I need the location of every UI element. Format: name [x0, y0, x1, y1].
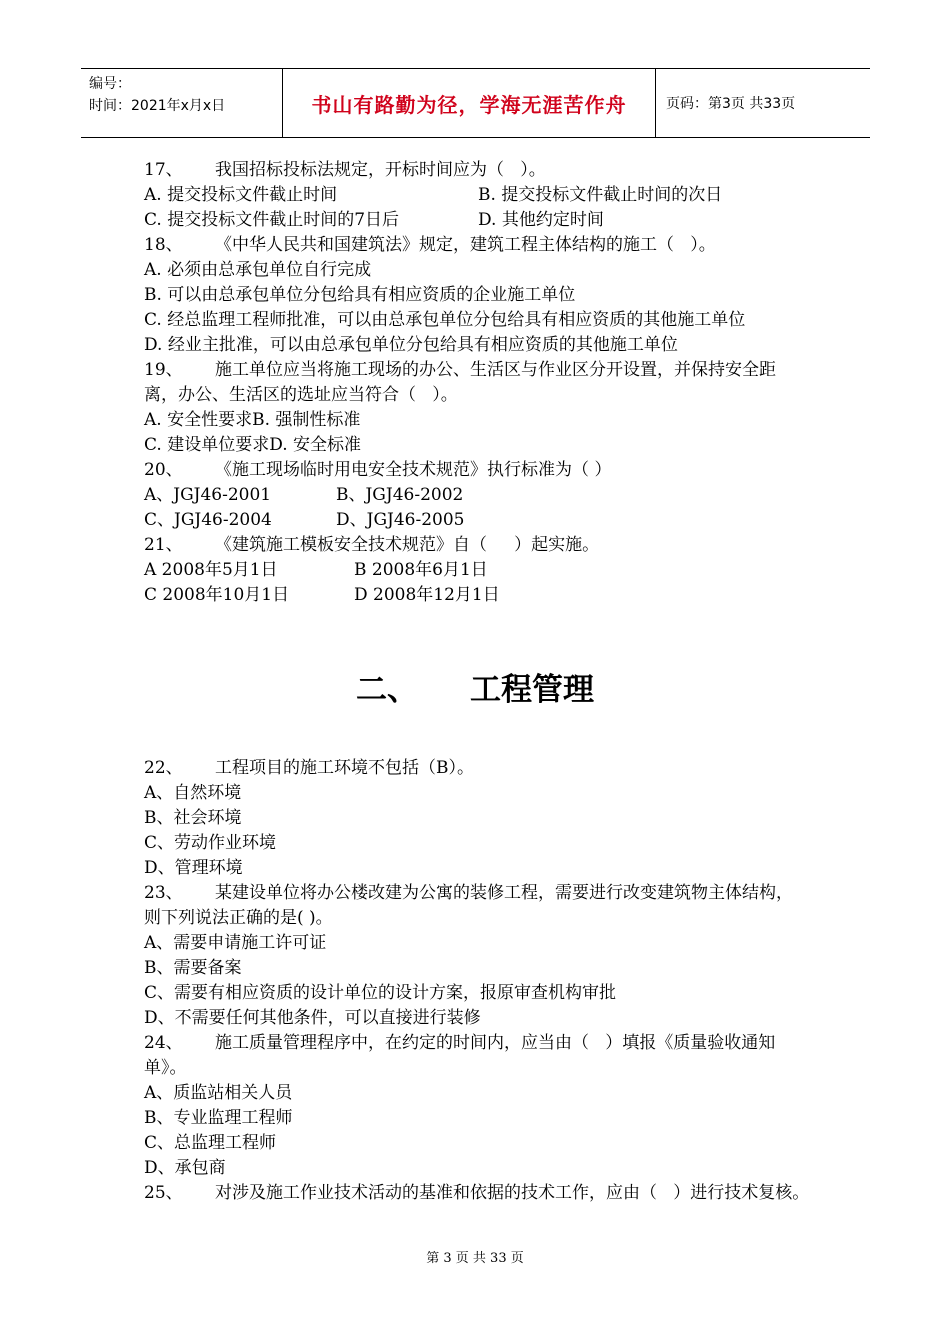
option-row [144, 558, 810, 583]
option: A、质监站相关人员 [144, 1083, 293, 1103]
option: A、需要申请施工许可证 [144, 933, 327, 953]
option: B、专业监理工程师 [144, 1108, 293, 1128]
header-page-number: 页码：第3页 共33页 [666, 96, 796, 112]
question-stem: 21、 《建筑施工模板安全技术规范》自（ ）起实施。 [144, 535, 600, 555]
option: B、需要备案 [144, 958, 242, 978]
option: C、需要有相应资质的设计单位的设计方案，报原审查机构审批 [144, 983, 617, 1003]
option: A、JGJ46-2001 [144, 485, 272, 505]
option: A. 必须由总承包单位自行完成 [144, 260, 372, 280]
option: C. 建设单位要求D. 安全标准 [144, 435, 362, 455]
option-row [144, 508, 810, 533]
section-number: 二、 [356, 672, 418, 708]
section-heading [0, 664, 950, 709]
question-stem: 24、 施工质量管理程序中，在约定的时间内，应当由（ ）填报《质量验收通知单》。 [144, 1033, 776, 1078]
option: C 2008年10月1日 [144, 585, 290, 605]
option: C. 经总监理工程师批准，可以由总承包单位分包给具有相应资质的其他施工单位 [144, 310, 746, 330]
question-stem: 22、 工程项目的施工环境不包括（B）。 [144, 758, 475, 778]
option: D、承包商 [144, 1158, 226, 1178]
page-footer: 第 3 页 共 33 页 [426, 1251, 524, 1266]
option-row [144, 483, 810, 508]
option: D 2008年12月1日 [354, 585, 500, 605]
option-row [144, 183, 810, 208]
option: A. 提交投标文件截止时间 [144, 185, 338, 205]
option: B、社会环境 [144, 808, 242, 828]
header-motto: 书山有路勤为径，学海无涯苦作舟 [283, 69, 656, 137]
date-label: 时间：2021年x月x日 [89, 98, 226, 114]
option: C、总监理工程师 [144, 1133, 277, 1153]
section-title: 工程管理 [470, 672, 594, 708]
question-stem: 20、 《施工现场临时用电安全技术规范》执行标准为（ ） [144, 460, 612, 480]
option: B. 提交投标文件截止时间的次日 [478, 185, 723, 205]
option: C、JGJ46-2004 [144, 510, 272, 530]
option: D、不需要任何其他条件，可以直接进行装修 [144, 1008, 481, 1028]
option: D. 其他约定时间 [478, 210, 604, 230]
option: D、管理环境 [144, 858, 243, 878]
question-stem: 23、 某建设单位将办公楼改建为公寓的装修工程，需要进行改变建筑物主体结构，则下列说法正确的是( )。 [144, 883, 794, 928]
option: C. 提交投标文件截止时间的7日后 [144, 210, 400, 230]
option: B 2008年6月1日 [354, 560, 488, 580]
option: B、JGJ46-2002 [336, 485, 464, 505]
question-stem: 18、 《中华人民共和国建筑法》规定，建筑工程主体结构的施工（ ）。 [144, 235, 716, 255]
header-meta [81, 69, 283, 137]
questions-part-1 [144, 158, 810, 608]
option: A. 安全性要求B. 强制性标准 [144, 410, 361, 430]
question-stem: 25、 对涉及施工作业技术活动的基准和依据的技术工作，应由（ ）进行技术复核。 [144, 1183, 810, 1203]
option: B. 可以由总承包单位分包给具有相应资质的企业施工单位 [144, 285, 576, 305]
option: A 2008年5月1日 [144, 560, 278, 580]
option: A、自然环境 [144, 783, 242, 803]
option: D. 经业主批准，可以由总承包单位分包给具有相应资质的其他施工单位 [144, 335, 678, 355]
questions-part-2 [144, 756, 810, 1206]
option-row [144, 208, 810, 233]
option: D、JGJ46-2005 [336, 510, 465, 530]
page-header [81, 68, 870, 138]
question-stem: 17、 我国招标投标法规定，开标时间应为（ ）。 [144, 160, 546, 180]
code-label: 编号： [89, 76, 131, 92]
option: C、劳动作业环境 [144, 833, 277, 853]
question-stem: 19、 施工单位应当将施工现场的办公、生活区与作业区分开设置，并保持安全距离，办公、生活区的选址应当符合（ ）。 [144, 360, 777, 405]
option-row [144, 583, 810, 608]
